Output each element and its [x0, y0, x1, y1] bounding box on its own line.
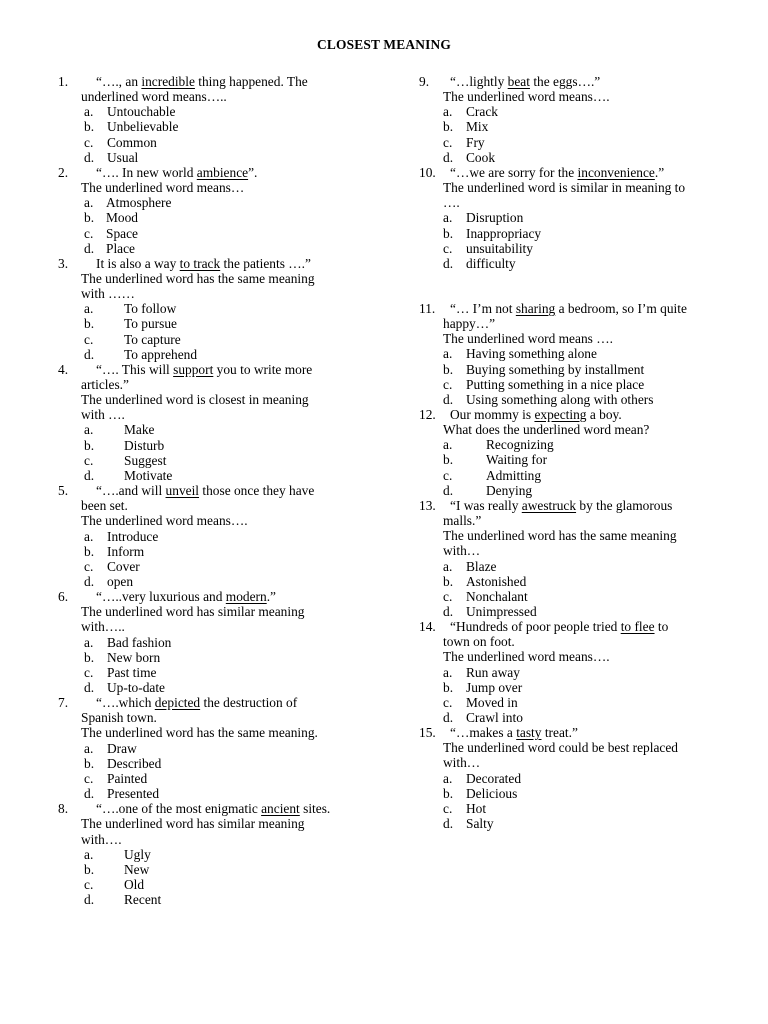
option-letter: b.: [84, 316, 95, 332]
option-letter: c.: [84, 331, 94, 347]
option-text: Ugly: [124, 846, 151, 862]
option-text: Suggest: [124, 452, 167, 468]
option-letter: d.: [443, 603, 454, 619]
text-segment: The underlined word has similar meaning: [81, 816, 305, 832]
question-text-line: [450, 725, 578, 740]
text-segment: “…. This will: [96, 361, 174, 377]
question-number: 10.: [419, 164, 436, 180]
question-number: 14.: [419, 619, 436, 635]
question-text-line: [81, 725, 318, 740]
option-letter: c.: [84, 225, 94, 241]
option-letter: c.: [84, 876, 94, 892]
option-letter: c.: [443, 240, 453, 256]
text-segment: .”: [654, 164, 665, 180]
question-text-line: [450, 165, 664, 180]
option-letter: c.: [443, 376, 453, 392]
text-segment: by the glamorous: [576, 497, 673, 513]
text-segment: The underlined word means….: [81, 513, 248, 529]
option-letter: a.: [84, 528, 94, 544]
option-text: Cover: [107, 558, 140, 574]
text-segment: The underlined word is similar in meaning to: [443, 180, 686, 196]
option-letter: b.: [443, 452, 454, 468]
question-text-line: [81, 392, 309, 407]
option-text: Blaze: [466, 558, 497, 574]
question-text-line: [81, 816, 305, 831]
option-text: Presented: [107, 786, 160, 802]
question-text-line: [450, 74, 600, 89]
option-letter: c.: [443, 800, 453, 816]
option-text: Disturb: [124, 437, 165, 453]
text-segment: “…..very luxurious and: [96, 589, 226, 605]
option-letter: b.: [84, 861, 95, 877]
question-text-line: [443, 316, 495, 331]
option-text: Past time: [107, 664, 157, 680]
question-text-line: [81, 710, 157, 725]
question-text-line: [96, 362, 312, 377]
option-letter: c.: [84, 452, 94, 468]
option-text: Bad fashion: [107, 634, 172, 650]
option-letter: c.: [443, 467, 453, 483]
option-text: Run away: [466, 664, 520, 680]
question-text-line: [96, 165, 257, 180]
question-text-line: [96, 695, 297, 710]
question-text-line: [443, 331, 613, 346]
option-letter: b.: [84, 543, 95, 559]
option-letter: a.: [84, 301, 94, 317]
question-text-line: [81, 619, 125, 634]
question-text-line: [81, 180, 244, 195]
option-text: Introduce: [107, 528, 159, 544]
question-text-line: [450, 301, 687, 316]
option-letter: d.: [84, 346, 95, 362]
option-text: New: [124, 861, 150, 877]
question-text-line: [443, 89, 610, 104]
text-segment: a boy.: [586, 407, 622, 422]
option-text: Recent: [124, 892, 162, 908]
option-text: Recognizing: [486, 437, 554, 453]
text-segment: town on foot.: [443, 634, 515, 650]
question-number: 6.: [58, 589, 69, 605]
question-text-line: [443, 513, 481, 528]
option-text: To apprehend: [124, 346, 198, 362]
text-segment: with ……: [81, 286, 135, 302]
option-text: Crack: [466, 104, 498, 120]
text-segment: “….one of the most enigmatic: [96, 801, 262, 817]
option-letter: a.: [84, 104, 94, 120]
text-segment: ”.: [248, 164, 258, 180]
text-segment: malls.”: [443, 513, 482, 529]
question-text-line: [450, 407, 622, 422]
text-segment: The underlined word has the same meaning: [81, 270, 315, 286]
question-number: 13.: [419, 497, 436, 513]
text-segment: ….: [443, 195, 460, 211]
text-segment: the eggs….”: [529, 74, 601, 89]
option-text: Decorated: [466, 770, 522, 786]
option-text: Make: [124, 422, 155, 438]
text-segment: thing happened. The: [194, 74, 308, 89]
question-text-line: [450, 498, 672, 513]
option-letter: d.: [84, 680, 95, 695]
option-text: Mood: [106, 210, 138, 226]
underlined-word: expecting: [534, 407, 587, 422]
option-text: Up-to-date: [107, 680, 166, 695]
question-text-line: [96, 801, 330, 816]
text-segment: with…..: [81, 619, 125, 635]
underlined-word: ambience: [196, 164, 249, 180]
text-segment: sites.: [299, 801, 331, 817]
option-letter: c.: [84, 770, 94, 786]
option-text: Nonchalant: [466, 588, 528, 604]
option-text: Fry: [466, 134, 485, 150]
question-text-line: [96, 74, 308, 89]
text-segment: The underlined word means ….: [443, 331, 613, 347]
text-segment: with…: [443, 755, 481, 771]
option-text: Inform: [107, 543, 145, 559]
text-segment: the patients ….”: [220, 255, 311, 271]
text-segment: “…makes a: [450, 725, 517, 741]
option-text: Atmosphere: [106, 195, 172, 211]
option-letter: a.: [84, 846, 94, 862]
option-text: difficulty: [466, 255, 516, 271]
option-letter: d.: [443, 710, 454, 725]
underlined-word: awestruck: [521, 497, 577, 513]
text-segment: “… I’m not: [450, 300, 516, 316]
text-segment: been set.: [81, 498, 128, 514]
question-number: 15.: [419, 725, 436, 741]
question-number: 2.: [58, 164, 69, 180]
option-text: Salty: [466, 816, 494, 832]
question-text-line: [96, 589, 276, 604]
option-letter: d.: [84, 149, 95, 165]
option-letter: d.: [443, 255, 454, 271]
text-segment: “….and will: [96, 483, 166, 499]
text-segment: with…: [443, 543, 481, 559]
option-letter: a.: [443, 770, 453, 786]
question-text-line: [443, 740, 678, 755]
underlined-word: to flee: [620, 619, 655, 635]
text-segment: with ….: [81, 407, 125, 423]
text-segment: The underlined word has similar meaning: [81, 604, 305, 620]
option-letter: d.: [84, 573, 95, 589]
option-text: open: [107, 573, 134, 589]
option-text: Putting something in a nice place: [466, 376, 645, 392]
option-letter: b.: [443, 119, 454, 135]
option-text: Moved in: [466, 694, 518, 710]
option-letter: c.: [84, 664, 94, 680]
option-text: Untouchable: [107, 104, 176, 120]
option-text: Jump over: [466, 679, 523, 695]
option-letter: a.: [443, 437, 453, 453]
option-letter: b.: [443, 573, 454, 589]
question-text-line: [443, 528, 677, 543]
underlined-word: ancient: [261, 801, 300, 817]
option-letter: a.: [84, 195, 94, 211]
text-segment: The underlined word could be best replaced: [443, 740, 678, 756]
option-text: Astonished: [466, 573, 527, 589]
question-text-line: [443, 180, 685, 195]
option-text: Motivate: [124, 467, 173, 483]
option-letter: a.: [84, 740, 94, 756]
text-segment: the destruction of: [200, 695, 298, 711]
option-letter: c.: [84, 558, 94, 574]
option-text: Denying: [486, 482, 533, 498]
question-text-line: [96, 483, 314, 498]
option-letter: d.: [443, 149, 454, 165]
option-letter: a.: [443, 558, 453, 574]
underlined-word: sharing: [515, 300, 556, 316]
question-number: 4.: [58, 361, 69, 377]
underlined-word: tasty: [516, 725, 542, 741]
underlined-word: inconvenience: [577, 164, 655, 180]
question-text-line: [81, 271, 315, 286]
option-letter: b.: [443, 785, 454, 801]
underlined-word: unveil: [165, 483, 200, 499]
option-text: Disruption: [466, 210, 524, 226]
question-text-line: [81, 407, 125, 422]
text-segment: It is also a way: [96, 255, 180, 271]
question-number: 12.: [419, 407, 436, 422]
text-segment: Our mommy is: [450, 407, 535, 422]
option-text: Admitting: [486, 467, 542, 483]
option-letter: a.: [84, 634, 94, 650]
text-segment: The underlined word is closest in meaning: [81, 392, 309, 408]
question-number: 5.: [58, 483, 69, 499]
question-text-line: [81, 498, 128, 513]
option-letter: d.: [84, 786, 95, 802]
option-text: Unbelievable: [107, 119, 179, 135]
option-text: Using something along with others: [466, 391, 654, 407]
option-text: Draw: [107, 740, 137, 756]
option-letter: a.: [443, 104, 453, 120]
option-letter: d.: [443, 816, 454, 832]
option-text: Inappropriacy: [466, 225, 542, 241]
option-text: Usual: [107, 149, 139, 165]
option-letter: b.: [443, 361, 454, 377]
question-text-line: [96, 256, 311, 271]
text-segment: What does the underlined word mean?: [443, 422, 650, 438]
text-segment: with….: [81, 831, 122, 847]
option-text: Mix: [466, 119, 489, 135]
option-letter: a.: [443, 210, 453, 226]
question-text-line: [81, 286, 135, 301]
text-segment: .”: [266, 589, 276, 605]
option-letter: b.: [443, 679, 454, 695]
text-segment: treat.”: [541, 725, 578, 741]
question-text-line: [450, 619, 668, 634]
text-segment: The underlined word means…: [81, 180, 245, 196]
option-letter: b.: [84, 649, 95, 665]
option-text: Unimpressed: [466, 603, 537, 619]
text-segment: The underlined word has the same meaning.: [81, 725, 318, 741]
option-letter: a.: [443, 664, 453, 680]
text-segment: The underlined word means….: [443, 89, 610, 105]
question-text-line: [443, 755, 480, 770]
underlined-word: modern: [225, 589, 267, 605]
question-number: 3.: [58, 255, 69, 271]
text-segment: Spanish town.: [81, 710, 157, 726]
question-text-line: [443, 422, 649, 437]
option-text: Painted: [107, 770, 148, 786]
option-letter: a.: [443, 346, 453, 362]
option-text: Crawl into: [466, 710, 523, 725]
question-text-line: [81, 377, 129, 392]
question-text-line: [81, 513, 248, 528]
text-segment: “…. In new world: [96, 164, 197, 180]
text-segment: you to write more: [213, 361, 313, 377]
option-text: Old: [124, 876, 145, 892]
option-letter: d.: [84, 467, 95, 483]
text-segment: happy…”: [443, 316, 496, 332]
option-text: Delicious: [466, 785, 518, 801]
option-letter: a.: [84, 422, 94, 438]
text-segment: The underlined word means….: [443, 649, 610, 665]
option-letter: b.: [443, 225, 454, 241]
text-segment: “Hundreds of poor people tried: [450, 619, 621, 635]
option-letter: b.: [84, 755, 95, 771]
option-letter: d.: [84, 240, 95, 256]
option-text: New born: [107, 649, 161, 665]
text-segment: “I was really: [450, 497, 522, 513]
question-number: 11.: [419, 300, 436, 316]
option-letter: c.: [84, 134, 94, 150]
option-text: Buying something by installment: [466, 361, 645, 377]
option-text: Hot: [466, 800, 487, 816]
page-title: CLOSEST MEANING: [316, 37, 452, 52]
option-text: unsuitability: [466, 240, 533, 256]
option-letter: b.: [84, 210, 95, 226]
option-letter: c.: [443, 588, 453, 604]
underlined-word: depicted: [154, 695, 201, 711]
option-text: Having something alone: [466, 346, 597, 362]
option-letter: b.: [84, 437, 95, 453]
text-segment: “….which: [96, 695, 155, 711]
question-number: 7.: [58, 695, 69, 711]
option-text: Space: [106, 225, 138, 241]
text-segment: to: [654, 619, 669, 635]
question-number: 9.: [419, 74, 430, 89]
text-segment: “…lightly: [450, 74, 508, 89]
option-text: Waiting for: [486, 452, 548, 468]
question-number: 8.: [58, 801, 69, 817]
text-segment: The underlined word has the same meaning: [443, 528, 677, 544]
question-text-line: [81, 89, 227, 104]
text-segment: “…we are sorry for the: [450, 164, 578, 180]
text-segment: those once they have: [199, 483, 315, 499]
option-text: To pursue: [124, 316, 177, 332]
underlined-word: incredible: [141, 74, 195, 89]
underlined-word: to track: [179, 255, 221, 271]
question-text-line: [443, 543, 480, 558]
option-letter: d.: [84, 892, 95, 908]
option-letter: c.: [443, 134, 453, 150]
option-text: Place: [106, 240, 135, 256]
question-text-line: [443, 649, 610, 664]
option-letter: d.: [443, 482, 454, 498]
question-text-line: [81, 832, 122, 847]
text-segment: articles.”: [81, 377, 129, 392]
text-segment: underlined word means…..: [81, 89, 227, 105]
option-text: To follow: [124, 301, 177, 317]
option-text: Cook: [466, 149, 496, 165]
option-letter: c.: [443, 694, 453, 710]
option-letter: b.: [84, 119, 95, 135]
underlined-word: support: [173, 361, 214, 377]
option-text: To capture: [124, 331, 181, 347]
question-text-line: [443, 634, 515, 649]
question-text-line: [81, 604, 305, 619]
question-number: 1.: [58, 74, 69, 89]
option-text: Described: [107, 755, 162, 771]
option-text: Common: [107, 134, 157, 150]
underlined-word: beat: [507, 74, 530, 89]
text-segment: a bedroom, so I’m quite: [555, 300, 687, 316]
question-text-line: [443, 195, 460, 210]
option-letter: d.: [443, 391, 454, 407]
text-segment: “…., an: [96, 74, 142, 89]
